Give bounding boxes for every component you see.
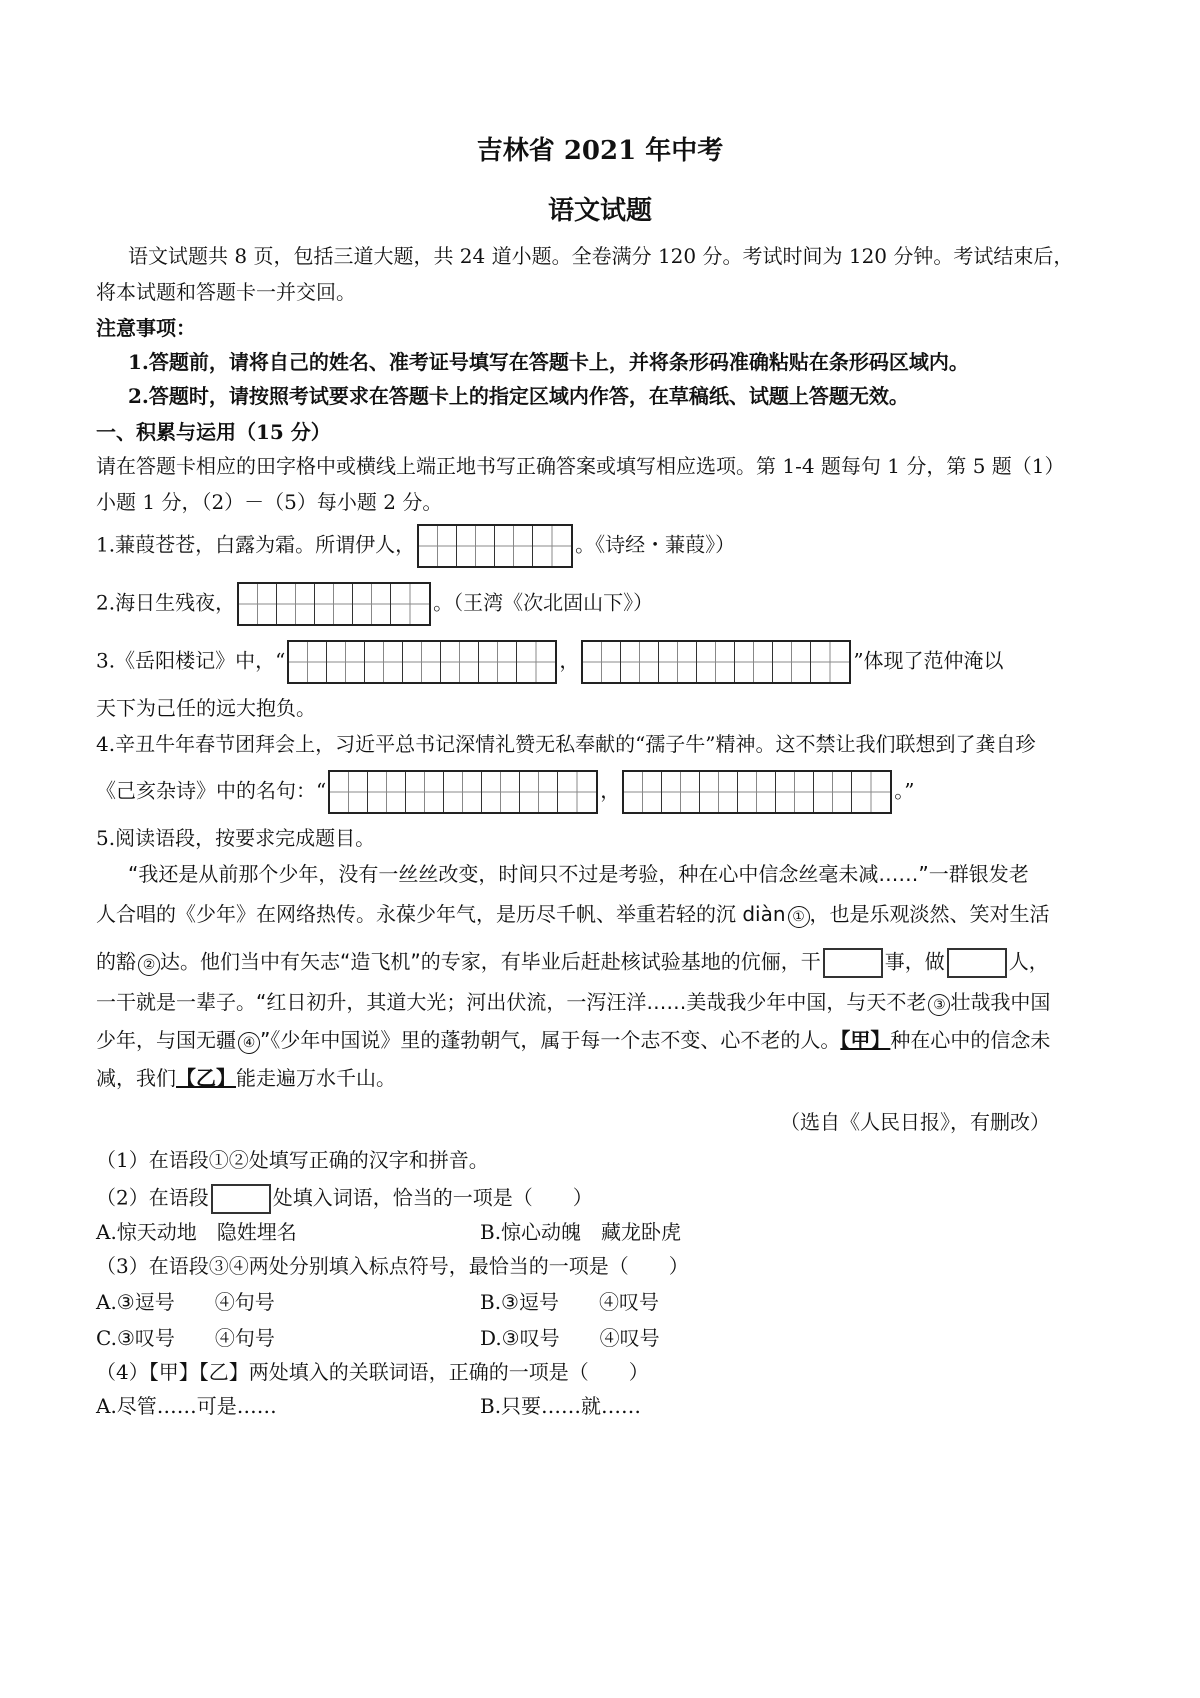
passage-text: 少年，与国无疆 [96, 1028, 236, 1052]
mark-1: ① [788, 906, 810, 928]
passage-line-2 [96, 904, 1050, 928]
question-1-source: 。《诗经・蒹葭》） [575, 532, 736, 557]
answer-grid-q1[interactable] [417, 524, 573, 568]
question-1 [96, 524, 735, 568]
subquestion-4: （4）【甲】【乙】两处填入的关联词语，正确的一项是（ ） [96, 1360, 649, 1384]
option-2a[interactable]: A.惊天动地 隐姓埋名 [96, 1220, 297, 1244]
blank-box-2[interactable] [947, 948, 1007, 978]
question-1-text: 1.蒹葭苍苍，白露为霜。所谓伊人， [96, 532, 416, 557]
question-3-tail: ”体现了范仲淹以 [853, 648, 1004, 673]
mark-2: ② [138, 954, 160, 976]
answer-grid-q3-b[interactable] [581, 640, 851, 684]
question-4-text: 《己亥杂诗》中的名句：“ [96, 778, 327, 803]
mark-4: ④ [238, 1032, 260, 1054]
option-3a[interactable]: A.③逗号 ④句号 [96, 1290, 275, 1314]
section-instruction-1: 请在答题卡相应的田字格中或横线上端正地书写正确答案或填写相应选项。第 1-4 题每句 1 分，第 5 题（1） [96, 454, 1065, 478]
passage-text: 事，做 [884, 949, 945, 974]
passage-line-3 [96, 948, 1049, 978]
question-3 [96, 640, 1004, 684]
answer-grid-q3-a[interactable] [287, 640, 557, 684]
option-4a[interactable]: A.尽管……可是…… [96, 1394, 277, 1418]
subquestion-3: （3）在语段③④两处分别填入标点符号，最恰当的一项是（ ） [96, 1254, 689, 1278]
question-4-line-1: 4.辛丑牛年春节团拜会上，习近平总书记深情礼赞无私奉献的“孺子牛”精神。这不禁让我们联想到了龚自珍 [96, 732, 1036, 756]
option-3d[interactable]: D.③叹号 ④叹号 [480, 1326, 660, 1350]
notice-item-1: 1.答题前，请将自己的姓名、准考证号填写在答题卡上，并将条形码准确粘贴在条形码区域内。 [128, 350, 969, 374]
question-2 [96, 582, 653, 626]
blank-box-1[interactable] [823, 948, 883, 978]
passage-text: 的豁 [96, 949, 136, 974]
intro-line-1: 语文试题共 8 页，包括三道大题，共 24 道小题。全卷满分 120 分。考试时间为 120 分钟。考试结束后， [128, 244, 1074, 268]
answer-grid-q4-a[interactable] [328, 770, 598, 814]
blank-box-ref [211, 1184, 271, 1214]
passage-text: 人， [1008, 949, 1049, 974]
question-3-line-2: 天下为己任的远大抱负。 [96, 696, 316, 720]
passage-source: （选自《人民日报》，有删改） [780, 1110, 1050, 1134]
subquestion-2 [96, 1184, 593, 1214]
section-heading: 一、积累与运用（15 分） [96, 420, 331, 444]
blank-yi: 【乙】 [176, 1066, 236, 1090]
passage-line-5 [96, 1030, 1050, 1054]
option-2b[interactable]: B.惊心动魄 藏龙卧虎 [480, 1220, 682, 1244]
subquestion-1: （1）在语段①②处填写正确的汉字和拼音。 [96, 1148, 489, 1172]
option-3c[interactable]: C.③叹号 ④句号 [96, 1326, 275, 1350]
question-4-tail: 。” [894, 778, 915, 803]
question-2-text: 2.海日生残夜， [96, 590, 236, 615]
passage-text: 种在心中的信念未 [890, 1028, 1051, 1052]
passage-text: ，也是乐观淡然、笑对生活 [809, 902, 1050, 926]
notice-heading: 注意事项： [96, 316, 196, 340]
page-subtitle: 语文试题 [547, 196, 652, 226]
question-4-comma: ， [600, 778, 621, 803]
passage-text: 能走遍万水千山。 [236, 1066, 396, 1090]
passage-line-6 [96, 1068, 396, 1088]
passage-text: 壮哉我中国 [950, 990, 1051, 1014]
answer-grid-q4-b[interactable] [622, 770, 892, 814]
subquestion-2-text: 处填入词语，恰当的一项是（ ） [272, 1185, 593, 1210]
notice-item-2: 2.答题时，请按照考试要求在答题卡上的指定区域内作答，在草稿纸、试题上答题无效。 [128, 384, 909, 408]
passage-line-1: “我还是从前那个少年，没有一丝丝改变，时间只不过是考验，种在心中信念丝毫未减……”一群银发老 [128, 862, 1029, 886]
passage-text: 人合唱的《少年》在网络热传。永葆少年气，是历尽千帆、举重若轻的沉 diàn [96, 902, 786, 926]
intro-line-2: 将本试题和答题卡一并交回。 [96, 280, 356, 304]
passage-text: 达。他们当中有矢志“造飞机”的专家，有毕业后赶赴核试验基地的伉俪，干 [160, 949, 821, 974]
question-3-comma: ， [559, 648, 580, 673]
passage-text: 减，我们 [96, 1066, 176, 1090]
question-3-text: 3.《岳阳楼记》中，“ [96, 648, 286, 673]
passage-text: 一干就是一辈子。“红日初升，其道大光；河出伏流，一泻汪洋……美哉我少年中国，与天不老 [96, 990, 927, 1014]
question-4 [96, 770, 914, 814]
section-instruction-2: 小题 1 分，（2）－（5）每小题 2 分。 [96, 490, 443, 514]
question-5-heading: 5.阅读语段，按要求完成题目。 [96, 826, 376, 850]
passage-line-4 [96, 992, 1050, 1016]
subquestion-2-text: （2）在语段 [96, 1185, 209, 1210]
question-2-source: 。（王湾《次北固山下》） [433, 590, 654, 615]
mark-3: ③ [928, 994, 950, 1016]
answer-grid-q2[interactable] [237, 582, 431, 626]
blank-jia: 【甲】 [840, 1028, 891, 1052]
page-title: 吉林省 2021 年中考 [476, 136, 724, 166]
option-4b[interactable]: B.只要……就…… [480, 1394, 642, 1418]
passage-text: ”《少年中国说》里的蓬勃朝气，属于每一个志不变、心不老的人。 [260, 1028, 841, 1052]
option-3b[interactable]: B.③逗号 ④叹号 [480, 1290, 659, 1314]
